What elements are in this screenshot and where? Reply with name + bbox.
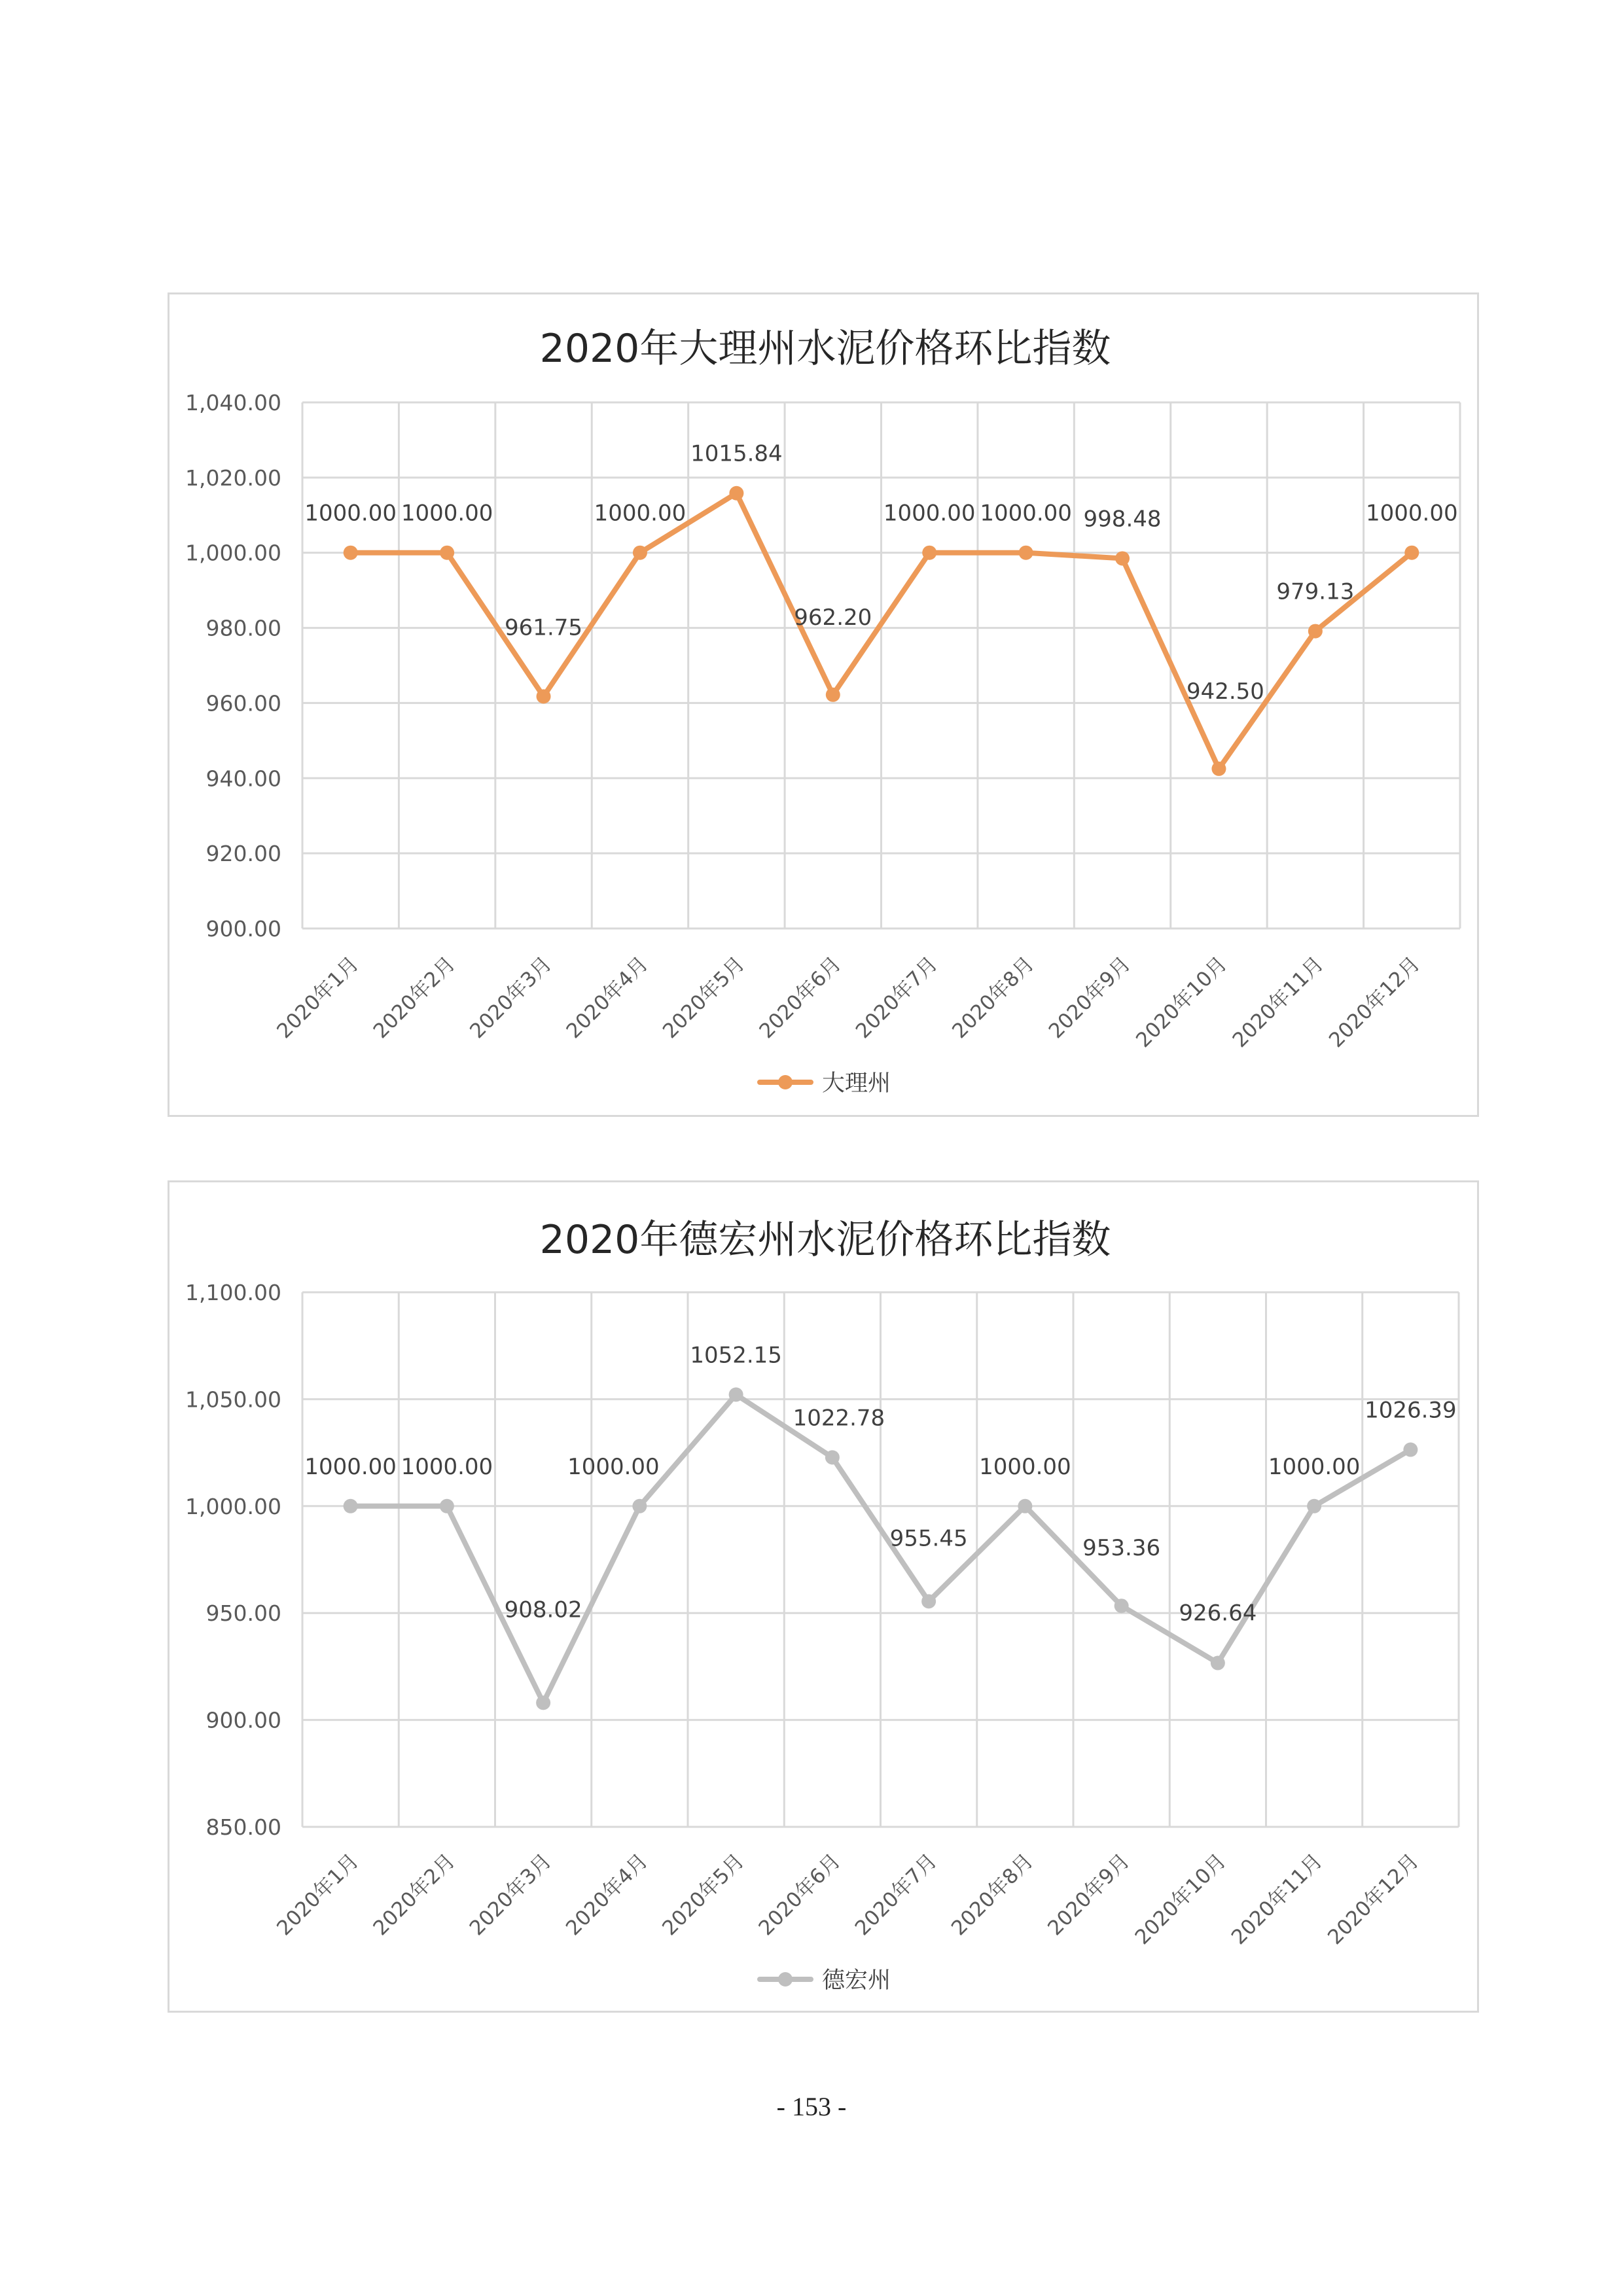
x-tick-label: 2020年6月 (754, 1849, 846, 1941)
data-point (1403, 1443, 1418, 1457)
data-label: 908.02 (504, 1597, 582, 1623)
data-point (1211, 762, 1226, 776)
legend-marker (778, 1075, 793, 1089)
x-tick-label: 2020年6月 (755, 952, 846, 1044)
data-label: 1000.00 (1268, 1453, 1361, 1480)
y-tick-label: 1,000.00 (185, 540, 281, 566)
chart-title: 2020年大理州水泥价格环比指数 (539, 326, 1111, 372)
x-tick-label: 2020年2月 (368, 952, 460, 1044)
data-label: 926.64 (1179, 1600, 1257, 1627)
data-label: 1015.84 (690, 440, 783, 467)
x-tick-label: 2020年10月 (1130, 1849, 1231, 1950)
x-tick-label: 2020年9月 (1043, 1849, 1135, 1941)
y-tick-label: 1,100.00 (185, 1280, 281, 1305)
data-label: 979.13 (1276, 578, 1355, 605)
x-tick-label: 2020年3月 (465, 1849, 556, 1941)
x-tick-label: 2020年2月 (368, 1849, 460, 1941)
data-point (632, 1499, 647, 1513)
data-point (729, 1387, 743, 1402)
chart-dehong-panel (168, 1180, 1479, 2013)
x-tick-label: 2020年11月 (1226, 1849, 1327, 1950)
legend-label: 大理州 (822, 1070, 891, 1097)
x-tick-label: 2020年12月 (1323, 1849, 1424, 1950)
data-point (1404, 546, 1419, 560)
data-point (729, 486, 743, 501)
y-tick-label: 900.00 (205, 1707, 281, 1733)
x-tick-label: 2020年5月 (658, 1849, 749, 1941)
data-point (536, 1695, 550, 1710)
data-label: 1000.00 (979, 1453, 1071, 1480)
data-label: 962.20 (794, 604, 872, 631)
data-label: 1000.00 (883, 500, 976, 527)
x-tick-label: 2020年9月 (1044, 952, 1135, 1044)
data-point (1211, 1656, 1225, 1670)
data-point (1115, 551, 1130, 565)
x-tick-label: 2020年7月 (851, 952, 942, 1044)
data-point (826, 688, 840, 702)
data-label: 1026.39 (1364, 1397, 1457, 1424)
page-number: - 153 - (776, 2092, 847, 2121)
x-tick-label: 2020年8月 (946, 1849, 1039, 1941)
y-tick-label: 1,050.00 (185, 1386, 281, 1413)
y-tick-label: 940.00 (205, 766, 281, 792)
data-label: 1022.78 (793, 1405, 885, 1432)
x-tick-label: 2020年1月 (272, 1849, 364, 1941)
data-point (1018, 1499, 1032, 1513)
data-label: 1052.15 (690, 1342, 782, 1369)
y-tick-label: 1,040.00 (185, 390, 281, 415)
data-point (825, 1450, 840, 1464)
x-tick-label: 2020年5月 (658, 952, 750, 1044)
data-point (344, 1499, 358, 1513)
data-label: 953.36 (1082, 1535, 1161, 1562)
data-label: 942.50 (1186, 678, 1264, 705)
chart-dali (169, 294, 1481, 1119)
data-point (1307, 1499, 1321, 1513)
data-label: 961.75 (505, 614, 583, 641)
data-point (440, 546, 454, 560)
data-label: 1000.00 (304, 500, 397, 527)
data-label: 1000.00 (304, 1453, 397, 1480)
x-tick-label: 2020年3月 (465, 952, 557, 1044)
data-point (537, 689, 551, 703)
x-tick-label: 2020年8月 (948, 952, 1039, 1044)
chart-dehong (169, 1182, 1481, 2015)
data-label: 1000.00 (980, 500, 1072, 527)
y-tick-label: 1,020.00 (185, 465, 281, 491)
y-tick-label: 960.00 (205, 690, 281, 716)
legend-marker (778, 1972, 793, 1987)
data-point (440, 1499, 454, 1513)
data-label: 1000.00 (401, 500, 493, 527)
data-point (922, 546, 936, 560)
y-tick-label: 900.00 (205, 916, 281, 942)
y-tick-label: 980.00 (205, 615, 281, 641)
y-tick-label: 850.00 (205, 1814, 281, 1840)
data-label: 1000.00 (401, 1453, 493, 1480)
chart-dali-panel (168, 292, 1479, 1117)
data-point (344, 546, 358, 560)
data-label: 1000.00 (594, 500, 687, 527)
legend-label: 德宏州 (822, 1968, 891, 1994)
y-tick-label: 1,000.00 (185, 1493, 281, 1519)
x-tick-label: 2020年7月 (850, 1849, 942, 1941)
x-tick-label: 2020年4月 (562, 952, 653, 1044)
x-tick-label: 2020年1月 (272, 952, 364, 1044)
y-tick-label: 920.00 (205, 841, 281, 867)
x-tick-label: 2020年10月 (1132, 952, 1232, 1053)
chart-title: 2020年德宏州水泥价格环比指数 (539, 1217, 1111, 1263)
data-point (1115, 1598, 1129, 1613)
data-label: 955.45 (889, 1525, 968, 1552)
data-point (633, 546, 647, 560)
data-point (921, 1594, 936, 1608)
data-label: 1000.00 (1365, 500, 1458, 527)
data-label: 1000.00 (567, 1453, 660, 1480)
y-tick-label: 950.00 (205, 1600, 281, 1627)
x-tick-label: 2020年11月 (1228, 952, 1329, 1053)
data-point (1019, 546, 1033, 560)
data-point (1308, 624, 1323, 639)
data-label: 998.48 (1083, 506, 1162, 533)
x-tick-label: 2020年4月 (561, 1849, 653, 1941)
x-tick-label: 2020年12月 (1324, 952, 1425, 1053)
